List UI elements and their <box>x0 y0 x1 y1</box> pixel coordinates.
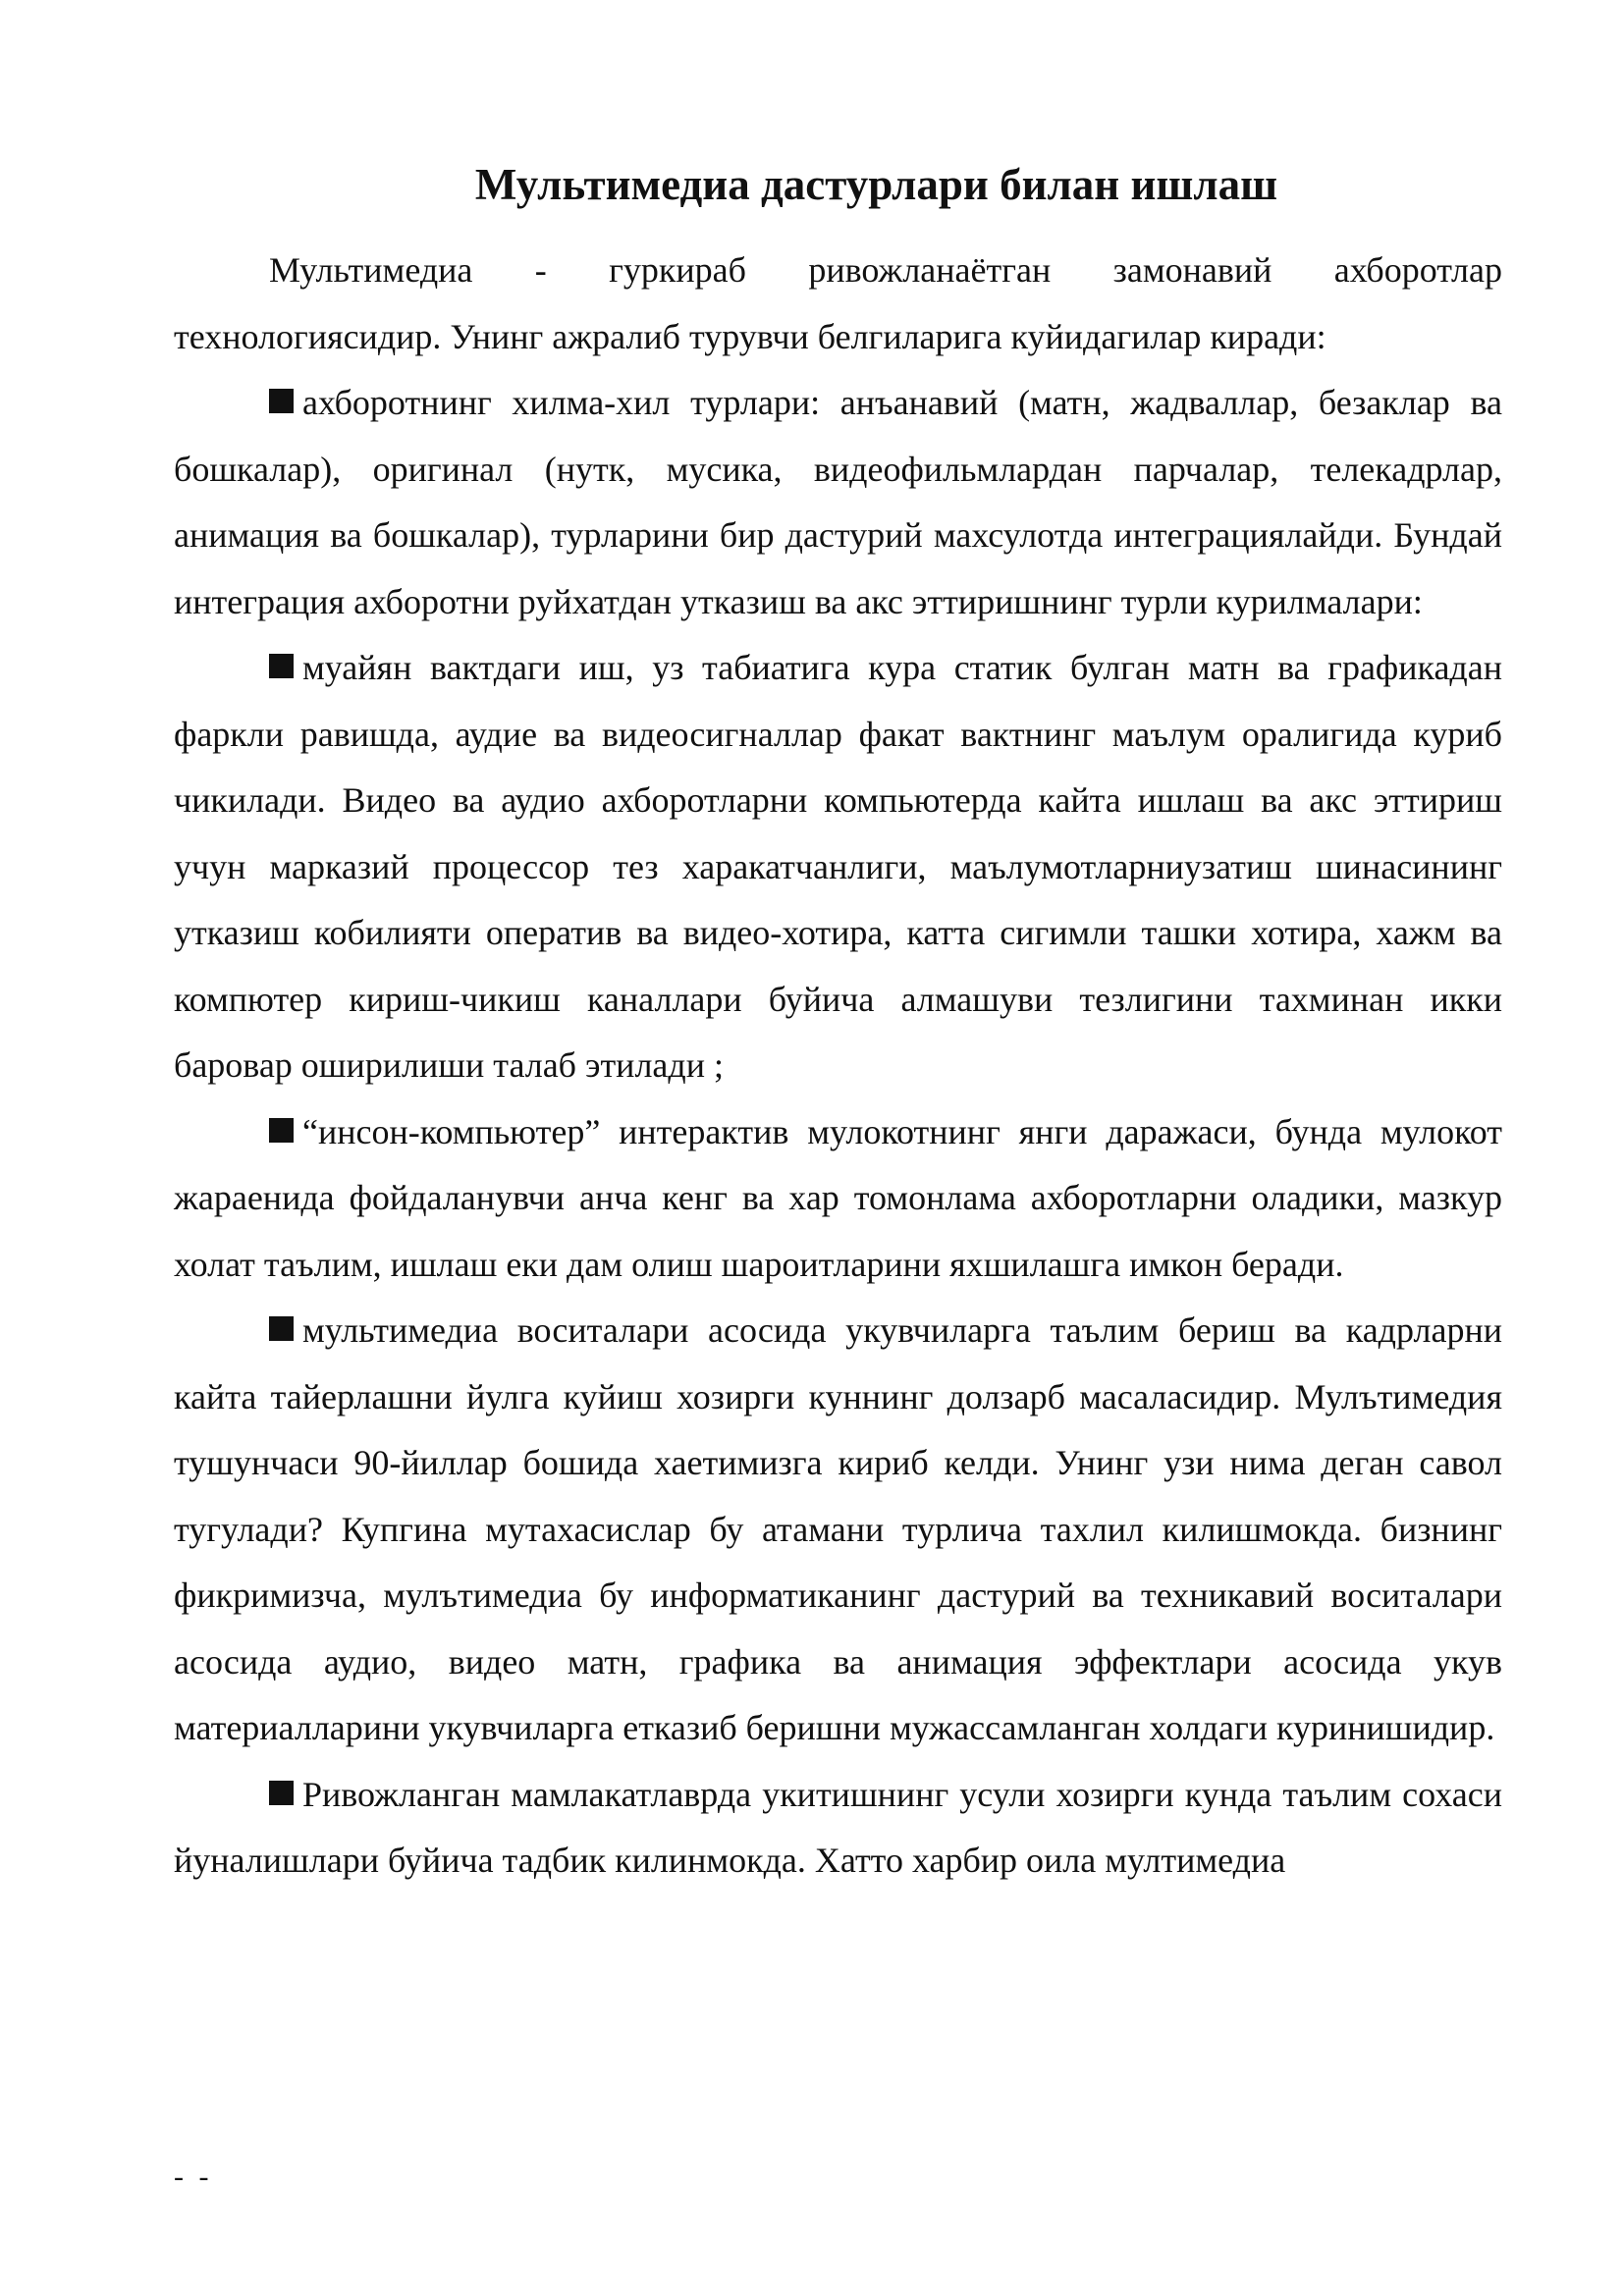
paragraph-text: ахборотнинг хилма-хил турлари: анъанавий (матн, жадваллар, безаклар ва бошкалар), оригинал (нутк, мусика, видеофильмлардан парчалар, телекадрлар, анимация ва бошкалар), турларини бир дастурий махсулотда интеграциялайди. Бундай интеграция ахборотни руйхатдан утказиш ва акс эттиришнинг турли курилмалари: <box>174 383 1502 621</box>
page-title: Мультимедиа дастурлари билан ишлаш <box>474 160 1278 209</box>
footer-mark: - - <box>174 2161 213 2193</box>
square-bullet-icon <box>269 1316 294 1341</box>
square-bullet-icon <box>269 654 294 678</box>
paragraph-bullet-realtime <box>174 635 1502 1099</box>
paragraph-text: Ривожланган мамлакатлаврда укитишнинг усули хозирги кунда таълим сохаси йуналишлари буйича тадбик килинмокда. Хатто харбир оила мултимедиа <box>174 1774 1502 1880</box>
paragraph-text: мультимедиа воситалари асосида укувчиларга таълим бериш ва кадрларни кайта тайерлашни йулга куйиш хозирги куннинг долзарб масаласидир. Мулътимедия тушунчаси 90-йиллар бошида хаетимизга кириб келди. Унинг узи нима деган савол тугулади? Купгина мутахасислар бу атамани турлича тахлил килишмокда. бизнинг фикримизча, мулътимедиа бу информатиканинг дастурий ва техникавий воситалари асосида аудио, видео матн, графика ва анимация эффектлари асосида укув материалларини укувчиларга етказиб беришни мужассамланган холдаги куринишидир. <box>174 1310 1502 1747</box>
document-body <box>174 238 1502 1895</box>
square-bullet-icon <box>269 1781 294 1805</box>
paragraph-bullet-education <box>174 1298 1502 1762</box>
square-bullet-icon <box>269 1118 294 1143</box>
paragraph-text: Мультимедиа - гуркираб ривожланаётган замонавий ахборотлар технологиясидир. Унинг ажралиб турувчи белгиларига куйидагилар киради: <box>174 250 1502 356</box>
paragraph-bullet-media-types <box>174 370 1502 635</box>
paragraph-bullet-developed-countries <box>174 1762 1502 1895</box>
paragraph-text: “инсон-компьютер” интерактив мулокотнинг янги даражаси, бунда мулокот жараенида фойдаланувчи анча кенг ва хар томонлама ахборотларни оладики, мазкур холат таълим, ишлаш еки дам олиш шароитларини яхшилашга имкон беради. <box>174 1111 1502 1284</box>
paragraph-text: муайян вактдаги иш, уз табиатига кура статик булган матн ва графикадан фаркли равишда, аудие ва видеосигналлар факат вактнинг маълум оралигида куриб чикилади. Видео ва аудио ахборотларни компьютерда кайта ишлаш ва акс эттириш учун марказий процессор тез харакатчанлиги, маълумотларниузатиш шинасининг утказиш кобилияти оператив ва видео-хотира, катта сигимли ташки хотира, хажм ва компютер кириш-чикиш каналлари буйича алмашуви тезлигини тахминан икки баровар оширилиши талаб этилади ; <box>174 648 1502 1085</box>
paragraph-bullet-interaction <box>174 1099 1502 1299</box>
paragraph-intro <box>174 238 1502 370</box>
square-bullet-icon <box>269 389 294 413</box>
